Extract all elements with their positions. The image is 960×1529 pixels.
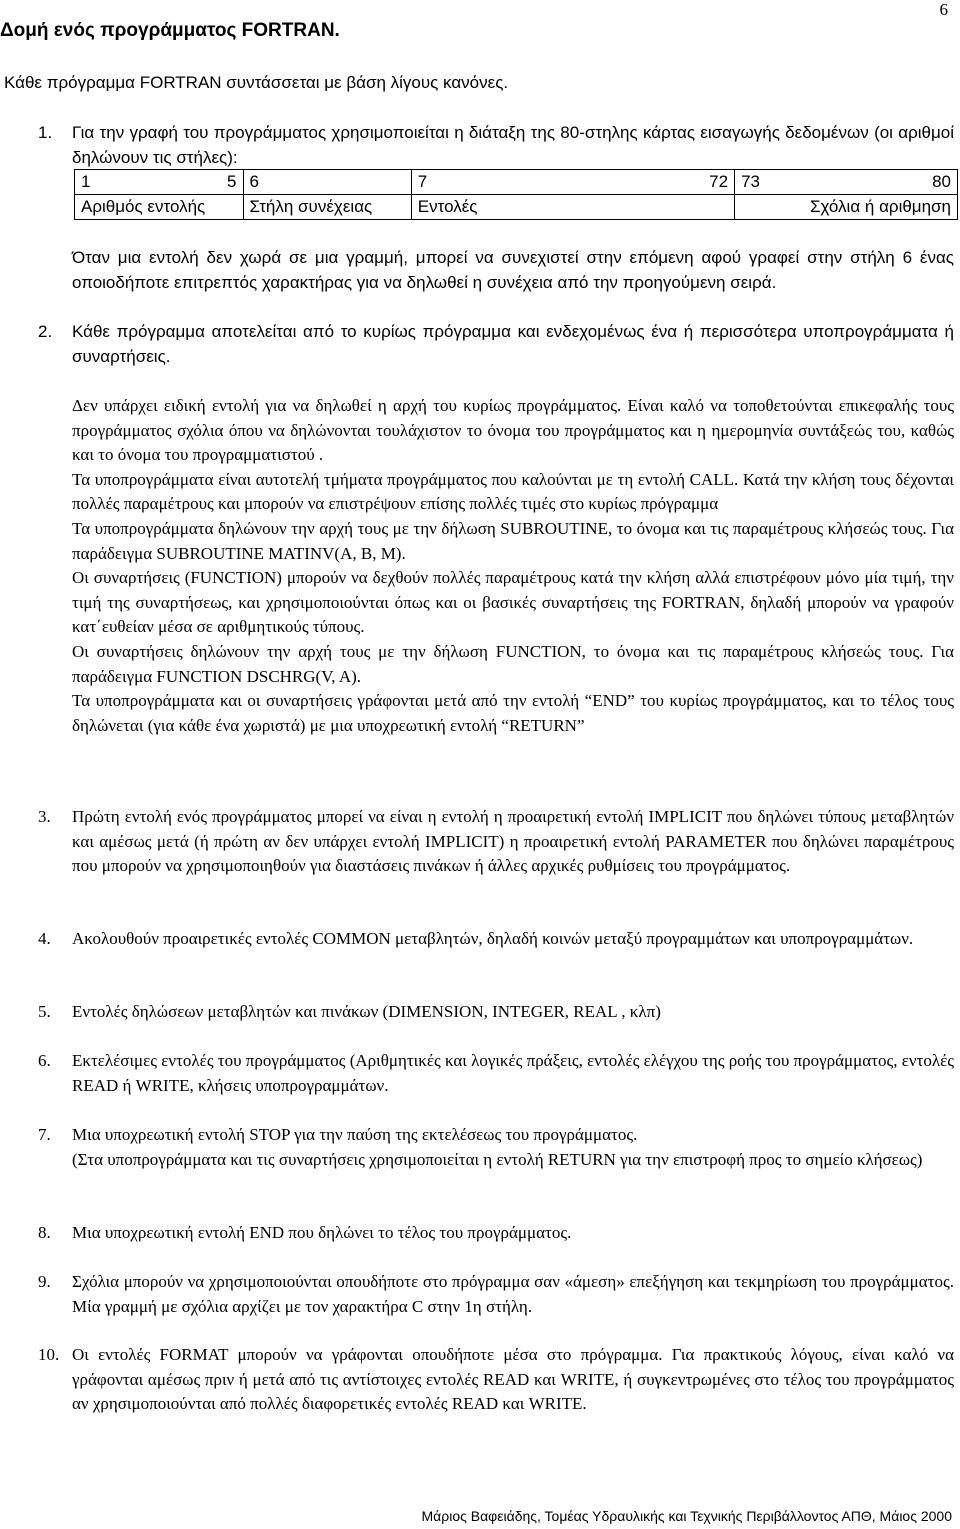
list-item-4	[38, 927, 954, 952]
item-text: Εντολές δηλώσεων μεταβλητών και πινάκων (DIMENSION, INTEGER, REAL , κλπ)	[72, 1002, 661, 1021]
item-text: Για την γραφή του προγράμματος χρησιμοποιείται η διάταξη της 80-στηλης κάρτας εισαγωγής δεδομένων (οι αριθμοί δηλώνουν τις στήλες):	[72, 123, 954, 167]
table-cell: Εντολές	[417, 197, 478, 216]
list-item-10	[38, 1343, 954, 1417]
paragraph: Οι συναρτήσεις (FUNCTION) μπορούν να δεχθούν πολλές παραμέτρους κατά την κλήση αλλά επιστρέφουν μόνο μία τιμή, την τιμή της συναρτήσεως, και χρησιμοποιούνται όπως και οι βασικές συναρτήσεις της FORTRAN, δηλαδή μπορούν να γραφούν κατ΄ευθείαν μέσα σε αριθμητικούς τύπους.	[72, 568, 954, 637]
item-number: 3.	[38, 807, 51, 826]
list-item-5	[38, 1000, 954, 1025]
paragraph: Τα υποπρογράμματα δηλώνουν την αρχή τους με την δήλωση SUBROUTINE, το όνομα και τις παραμέτρους κλήσεώς τους. Για παράδειγμα SUBROUTINE MATINV(A, B, M).	[72, 518, 954, 563]
table-cell: 1	[81, 172, 91, 191]
item-text: Κάθε πρόγραμμα αποτελείται από το κυρίως πρόγραμμα και ενδεχομένως ένα ή περισσότερα υποπρογράμματα ή συναρτήσεις.	[72, 322, 954, 366]
item-text: Πρώτη εντολή ενός προγράμματος μπορεί να είναι η εντολή η προαιρετική εντολή IMPLICIT που δηλώνει τύπους μεταβλητών και αμέσως μετά (ή πρώτη αν δεν υπάρχει εντολή IMPLICIT) η προαιρετική εντολή PARAMETER που δηλώνει παραμέτρους που μπορούν να χρησιμοποιηθούν για διαστάσεις πινάκων ή άλλες αρχικές ρυθμίσεις του προγράμματος.	[72, 807, 954, 876]
item-number: 1.	[38, 123, 53, 142]
paragraph: Οι συναρτήσεις δηλώνουν την αρχή τους με την δήλωση FUNCTION, το όνομα και τις παραμέτρους κλήσεώς τους. Για παράδειγμα FUNCTION DSCHRG(V, A).	[72, 641, 954, 686]
item-number: 2.	[38, 322, 53, 341]
intro-text: Κάθε πρόγραμμα FORTRAN συντάσσεται με βάση λίγους κανόνες.	[4, 73, 509, 92]
item-text: Μια υποχρεωτική εντολή STOP για την παύση της εκτελέσεως του προγράμματος.	[72, 1125, 638, 1144]
paragraph: Τα υποπρογράμματα είναι αυτοτελή τμήματα προγράμματος που καλούνται με τη εντολή CALL. Κατά την κλήση τους δέχονται πολλές παραμέτρους και μπορούν να επιστρέψουν επίσης πολλές τιμές στο κυρίως πρόγραμμα	[72, 469, 954, 514]
table-cell: 5	[227, 172, 237, 191]
item-text: Εκτελέσιμες εντολές του προγράμματος (Αριθμητικές και λογικές πράξεις, εντολές ελέγχου της ροής του προγράμματος, εντολές READ ή WRITE, κλήσεις υποπρογραμμάτων.	[72, 1051, 954, 1095]
table-cell: 80	[932, 172, 951, 191]
item-text: Όταν μια εντολή δεν χωρά σε μια γραμμή, μπορεί να συνεχιστεί στην επόμενη αφού γραφεί στην στήλη 6 ένας οποιοδήποτε επιτρεπτός χαρακτήρας για να δηλωθεί η συνέχεια από την προηγούμενη σειρά.	[72, 248, 954, 292]
paragraph: Τα υποπρογράμματα και οι συναρτήσεις γράφονται μετά από την εντολή “END” του κυρίως προγράμματος, και το τέλος τους δηλώνεται (για κάθε ένα χωριστά) με μια υποχρεωτική εντολή “RETURN”	[72, 691, 954, 735]
item-number: 6.	[38, 1051, 51, 1070]
table-cell: Στήλη συνέχειας	[249, 197, 373, 216]
item-number: 7.	[38, 1125, 51, 1144]
item-text: Ακολουθούν προαιρετικές εντολές COMMON μεταβλητών, δηλαδή κοινών μεταξύ προγραμμάτων και υποπρογραμμάτων.	[72, 929, 914, 948]
item-text: Σχόλια μπορούν να χρησιμοποιούνται οπουδήποτε στο πρόγραμμα σαν «άμεση» επεξήγηση και τεκμηρίωση του προγράμματος. Μία γραμμή με σχόλια αρχίζει με τον χαρακτήρα C στην 1η στήλη.	[72, 1272, 954, 1316]
list-item-2	[38, 320, 954, 369]
table-cell: 73	[741, 172, 760, 191]
paragraph: Δεν υπάρχει ειδική εντολή για να δηλωθεί η αρχή του κυρίως προγράμματος. Είναι καλό να τοποθετούνται επικεφαλής τους προγράμματος σχόλια όπου να δηλώνονται τουλάχιστον το όνομα του προγράμματος και η ημερομηνία συντάξεώς του, καθώς και το όνομα του προγραμματιστού .	[72, 396, 954, 465]
item-number: 10.	[38, 1345, 60, 1364]
list-item-8	[38, 1221, 954, 1246]
page-title: Δομή ενός προγράμματος FORTRAN.	[0, 20, 340, 41]
item-text: (Στα υποπρογράμματα και τις συναρτήσεις χρησιμοποιείται η εντολή RETURN για την επιστροφή προς το σημείο κλήσεως)	[72, 1149, 923, 1169]
item-number: 8.	[38, 1223, 51, 1242]
card-columns-table	[74, 169, 958, 220]
list-item-3	[38, 805, 954, 879]
list-item-9	[38, 1270, 954, 1319]
item-2-body	[72, 394, 954, 738]
item-number: 9.	[38, 1272, 51, 1291]
item-text: Μια υποχρεωτική εντολή END που δηλώνει το τέλος του προγράμματος.	[72, 1223, 572, 1242]
item-1-continuation	[72, 246, 954, 295]
list-item-1	[38, 121, 954, 170]
list-item-7	[38, 1123, 954, 1172]
table-cell: Αριθμός εντολής	[81, 197, 206, 216]
footer: Μάριος Βαφειάδης, Τομέας Υδραυλικής και Τεχνικής Περιβάλλοντος ΑΠΘ, Μάιος 2000	[421, 1508, 952, 1524]
item-number: 4.	[38, 929, 51, 948]
list-item-6	[38, 1049, 954, 1098]
table-cell: 6	[249, 172, 259, 191]
table-cell: 72	[709, 172, 729, 191]
table-cell: Σχόλια ή αριθμηση	[809, 197, 951, 216]
page-number: 6	[939, 0, 948, 19]
table-cell: 7	[417, 172, 428, 191]
item-text: Οι εντολές FORMAT μπορούν να γράφονται οπουδήποτε μέσα στο πρόγραμμα. Για πρακτικούς λόγους, είναι καλό να γράφονται αμέσως πριν ή μετά από τις αντίστοιχες εντολές READ και WRITE, ή συγκεντρωμένες στο τέλος του προγράμματος αν χρησιμοποιούνται από πολλές διαφορετικές εντολές READ και WRITE.	[72, 1345, 954, 1414]
item-number: 5.	[38, 1002, 51, 1021]
